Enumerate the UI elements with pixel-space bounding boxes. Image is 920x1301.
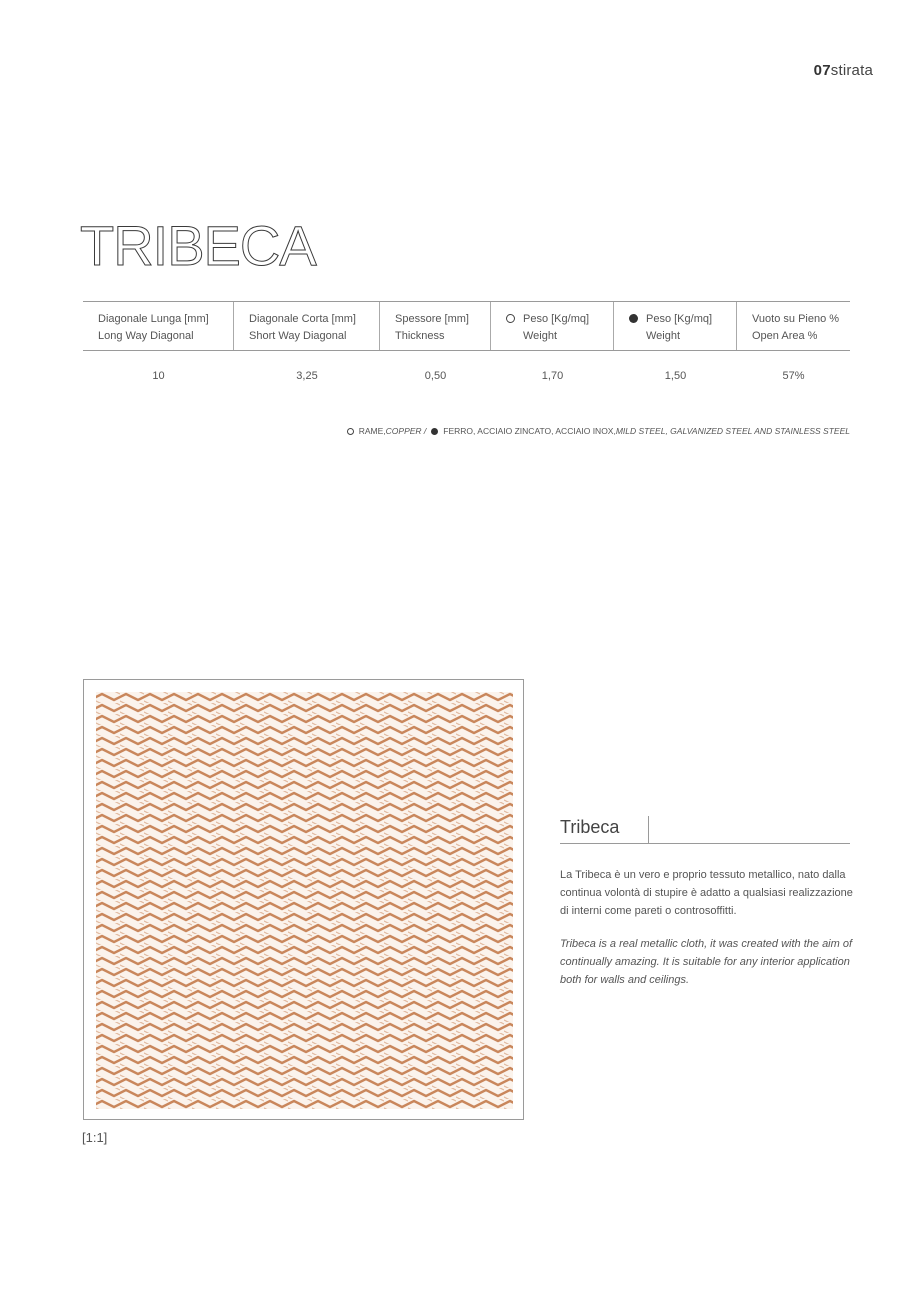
spec-header-label-en: Short Way Diagonal: [249, 330, 347, 342]
section-name: stirata: [830, 62, 873, 79]
spec-header-label-en: Weight: [646, 330, 681, 342]
mesh-sample-image: [83, 679, 524, 1120]
spec-header-label: Diagonale Lunga [mm]: [98, 313, 209, 325]
spec-value-long-diagonal: 10: [152, 370, 165, 382]
description-title: Tribeca: [560, 817, 620, 837]
spec-header-short-diagonal: [234, 302, 380, 350]
spec-header-open-area: [737, 302, 850, 350]
spec-header-weight-copper: [491, 302, 614, 350]
filled-circle-icon: [629, 314, 638, 323]
spec-header-label-en: Thickness: [395, 330, 445, 342]
material-legend: [347, 426, 850, 436]
product-title: TRIBECA: [80, 214, 316, 277]
description-italian: La Tribeca è un vero e proprio tessuto metallico, nato dalla continua volontà di stupire è adatto a qualsiasi realizzazione di interni come pareti o controsoffitti.: [560, 869, 853, 917]
spec-value-weight-steel: 1,50: [664, 370, 687, 382]
title-rule: [560, 843, 850, 844]
spec-table: [83, 301, 850, 382]
spec-header-label-en: Open Area %: [752, 330, 818, 342]
spec-header-label: Peso [Kg/mq]: [523, 313, 590, 325]
title-divider: [648, 816, 649, 844]
legend-steel-text: FERRO, ACCIAIO ZINCATO, ACCIAIO INOX,: [443, 426, 616, 436]
description-english: Tribeca is a real metallic cloth, it was created with the aim of continually amazing. It is suitable for any interior application both for walls and ceilings.: [560, 938, 853, 986]
legend-copper-italic: COPPER /: [385, 426, 427, 436]
spec-table-header: [83, 301, 850, 351]
spec-header-label: Diagonale Corta [mm]: [249, 313, 356, 325]
spec-value-weight-copper: 1,70: [541, 370, 564, 382]
spec-header-long-diagonal: [83, 302, 234, 350]
open-circle-icon: [506, 314, 515, 323]
open-circle-icon: [347, 428, 354, 435]
spec-header-label: Vuoto su Pieno %: [752, 313, 840, 325]
scale-label: [1:1]: [82, 1130, 108, 1145]
spec-value-short-diagonal: 3,25: [296, 370, 318, 382]
spec-value-thickness: 0,50: [424, 370, 447, 382]
legend-copper-text: RAME,: [358, 426, 386, 436]
spec-values-row: [83, 370, 850, 382]
spec-value-open-area: 57%: [782, 370, 805, 382]
spec-header-label: Spessore [mm]: [395, 313, 469, 325]
section-header: [814, 62, 873, 79]
mesh-pattern: [96, 692, 513, 1109]
spec-header-weight-steel: [614, 302, 737, 350]
spec-header-label: Peso [Kg/mq]: [646, 313, 713, 325]
filled-circle-icon: [431, 428, 438, 435]
spec-header-label-en: Long Way Diagonal: [98, 330, 194, 342]
section-number: 07: [813, 62, 831, 79]
spec-header-thickness: [380, 302, 491, 350]
spec-header-label-en: Weight: [523, 330, 558, 342]
legend-steel-italic: MILD STEEL, GALVANIZED STEEL AND STAINLESS STEEL: [615, 426, 850, 436]
